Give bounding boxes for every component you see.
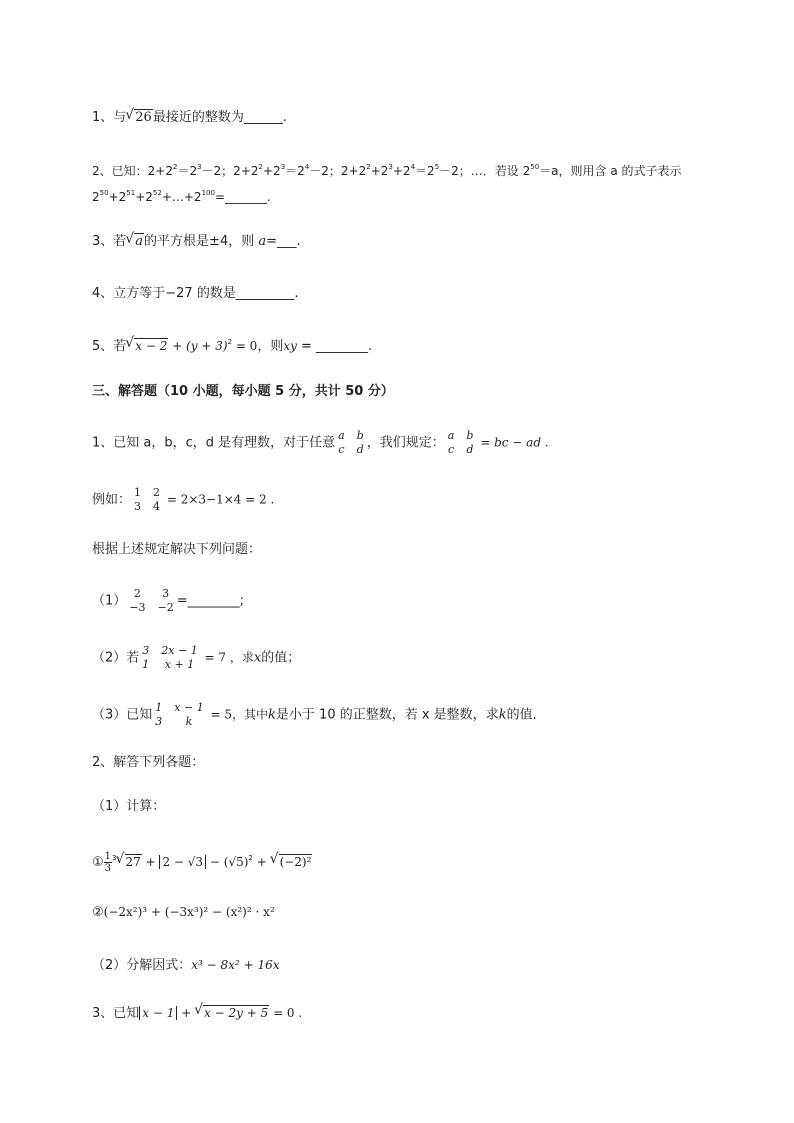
cube-root: √ 27: [117, 852, 142, 872]
fraction: $\frac{1}{3}$: [104, 851, 112, 874]
problem-2-part-1: （1）计算：: [92, 799, 166, 814]
section-heading: 三、解答题（10 小题，每小题 5 分，共计 50 分）: [92, 384, 394, 399]
q1-number: 1、与: [92, 110, 127, 125]
problem-2-item-2: ②(−2x²)³ + (−3x³)² − (x²)² · x²: [92, 905, 275, 920]
sqrt-expression: √ 26: [126, 108, 153, 128]
problem-1-part-2: （2）若 3 2x − 1 1 x + 1 = 7 ，求x的值；: [92, 644, 301, 671]
absolute-value: x − 1: [139, 1006, 177, 1020]
fill-question-2-line2: $2^{50}+2^{51}+2^{52}+\dots+2^{100}=\_\_\_\_\_\_\_$.: [92, 189, 271, 204]
problem-2-part-2: （2）分解因式：x³ − 8x² + 16x: [92, 958, 280, 973]
determinant-part-3: 1 x − 1 3 k: [155, 701, 204, 728]
fill-question-4: 4、立方等于−27 的数是_________.: [92, 286, 299, 301]
determinant-definition: a b c d: [447, 429, 474, 456]
fill-question-2: 2、已知：$2+2^2=2^3-2$；$2+2^2+2^3=2^4-2$；$2+2^2+2^3+2^4=2^5-2$；…．若设 $2^{50}=a$，则用含 a 的式子表示: [92, 163, 682, 178]
determinant-part-1: 2 3 −3 −2: [129, 587, 174, 614]
sqrt-expression: √ (−2)²: [271, 852, 313, 872]
determinant-general: a b c d: [338, 429, 364, 456]
problem-3: 3、已知 x − 1 + √ x − 2y + 5 = 0 .: [92, 1003, 302, 1024]
problem-2-title: 2、解答下列各题：: [92, 755, 205, 770]
fill-question-3: 3、若√ a的平方根是±4，则 a=___.: [92, 232, 301, 252]
sqrt-expression: √ x − 2y + 5: [195, 1003, 269, 1023]
fill-question-5: 5、若√ $x - 2 + (y + 3)^2 = 0$，则xy = ________.: [92, 332, 372, 357]
sqrt-expression: √ x − 2: [126, 336, 168, 356]
determinant-example: 1 2 3 4: [134, 486, 161, 513]
q1-text: 最接近的整数为______.: [152, 110, 287, 125]
problem-1-intro: 1、已知 a，b，c，d 是有理数，对于任意 a b c d ，我们规定： a b c d = bc − ad .: [92, 429, 549, 456]
sqrt-expression: √ a: [126, 232, 144, 252]
problem-1-instruction: 根据上述规定解决下列问题：: [92, 542, 262, 557]
problem-2-item-1: ① $\frac{1}{3}$ $^3$√ $27 + 2 - √3 - (√5)^2$ + √ (−2)²: [92, 848, 312, 874]
determinant-part-2: 3 2x − 1 1 x + 1: [142, 644, 198, 671]
fill-question-1: [92, 108, 287, 128]
problem-1-part-1: （1） 2 3 −3 −2 =________;: [92, 587, 244, 614]
problem-1-example: 例如： 1 2 3 4 = 2×3−1×4 = 2 .: [92, 486, 275, 513]
problem-1-part-3: （3）已知 1 x − 1 3 k = 5，其中k是小于 10 的正整数，若 x 是整数，求k的值．: [92, 701, 546, 728]
absolute-value: 2 − √3: [159, 855, 206, 869]
